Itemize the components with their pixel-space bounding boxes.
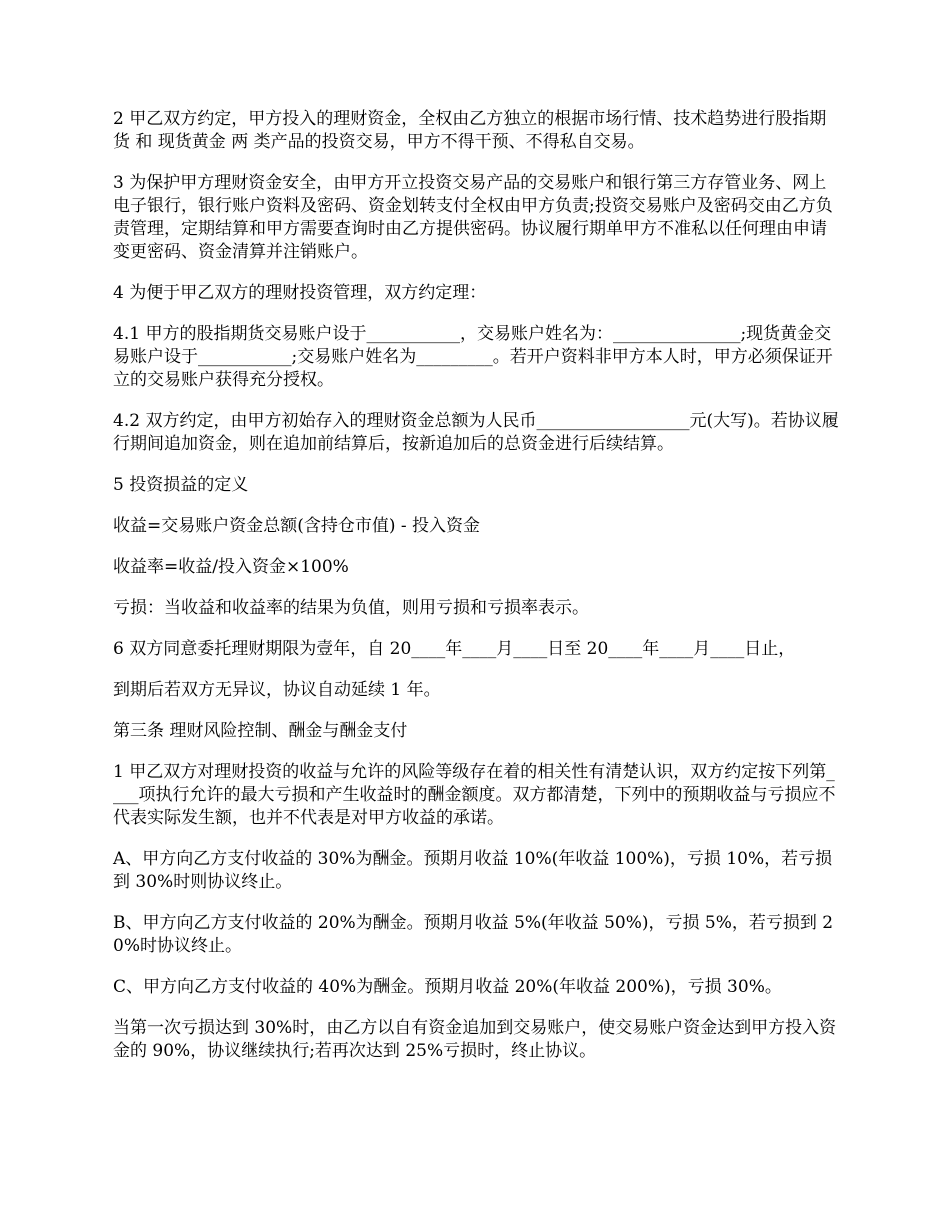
option-a: A、甲方向乙方支付收益的 30%为酬金。预期月收益 10%(年收益 100%)，亏损 10%，若亏损到 30%时则协议终止。 [113,849,833,892]
option-c: C、甲方向乙方支付收益的 40%为酬金。预期月收益 20%(年收益 200%)，亏损 30%。 [113,977,782,997]
paragraph-3-account-security: 3 为保护甲方理财资金安全，由甲方开立投资交易产品的交易账户和银行第三方存管业务、网上电子银行，银行账户资料及密码、资金划转支付全权由甲方负责;投资交易账户及密码交由乙方负责管理，定期结算和甲方需要查询时由乙方提供密码。协议履行期单甲方不准私以任何理由申请变更密码、资金清算并注销账户。 [113,173,833,262]
paragraph-4-1-accounts: 4.1 甲方的股指期货交易账户设于___________，交易账户姓名为：_______________;现货黄金交易账户设于___________;交易账户姓名为_________。若开户资料非甲方本人时，甲方必须保证开立的交易账户获得充分授权。 [113,324,833,390]
formula-profit-rate: 收益率=收益/投入资金×100% [113,557,349,577]
paragraph-6-renewal: 到期后若双方无异议，协议自动延续 1 年。 [113,680,441,700]
article-3-heading: 第三条 理财风险控制、酬金与酬金支付 [113,721,408,741]
document-body [113,108,843,1081]
option-b: B、甲方向乙方支付收益的 20%为酬金。预期月收益 5%(年收益 50%)，亏损 5%，若亏损到 20%时协议终止。 [113,913,834,956]
paragraph-4-2-capital: 4.2 双方约定，由甲方初始存入的理财资金总额为人民币__________________元(大写)。若协议履行期间追加资金，则在追加前结算后，按新追加后的总资金进行后续结算。 [113,411,839,454]
loss-recovery-clause: 当第一次亏损达到 30%时，由乙方以自有资金追加到交易账户，使交易账户资金达到甲方投入资金的 90%，协议继续执行;若再次达到 25%亏损时，终止协议。 [113,1018,837,1061]
article-3-paragraph-1: 1 甲乙双方对理财投资的收益与允许的风险等级存在着的相关性有清楚认识，双方约定按下列第____项执行允许的最大亏损和产生收益时的酬金额度。双方都清楚，下列中的预期收益与亏损应不代表实际发生额，也并不代表是对甲方收益的承诺。 [113,762,836,828]
formula-profit: 收益=交易账户资金总额(含持仓市值) - 投入资金 [113,516,481,536]
definition-loss: 亏损：当收益和收益率的结果为负值，则用亏损和亏损率表示。 [113,598,589,618]
paragraph-6-term: 6 双方同意委托理财期限为壹年，自 20____年____月____日至 20____年____月____日止， [113,639,796,659]
paragraph-4-management: 4 为便于甲乙双方的理财投资管理，双方约定理： [113,283,487,303]
paragraph-2-trading-authority: 2 甲乙双方约定，甲方投入的理财资金，全权由乙方独立的根据市场行情、技术趋势进行股指期货 和 现货黄金 两 类产品的投资交易，甲方不得干预、不得私自交易。 [113,109,827,152]
paragraph-5-definition-heading: 5 投资损益的定义 [113,475,249,495]
